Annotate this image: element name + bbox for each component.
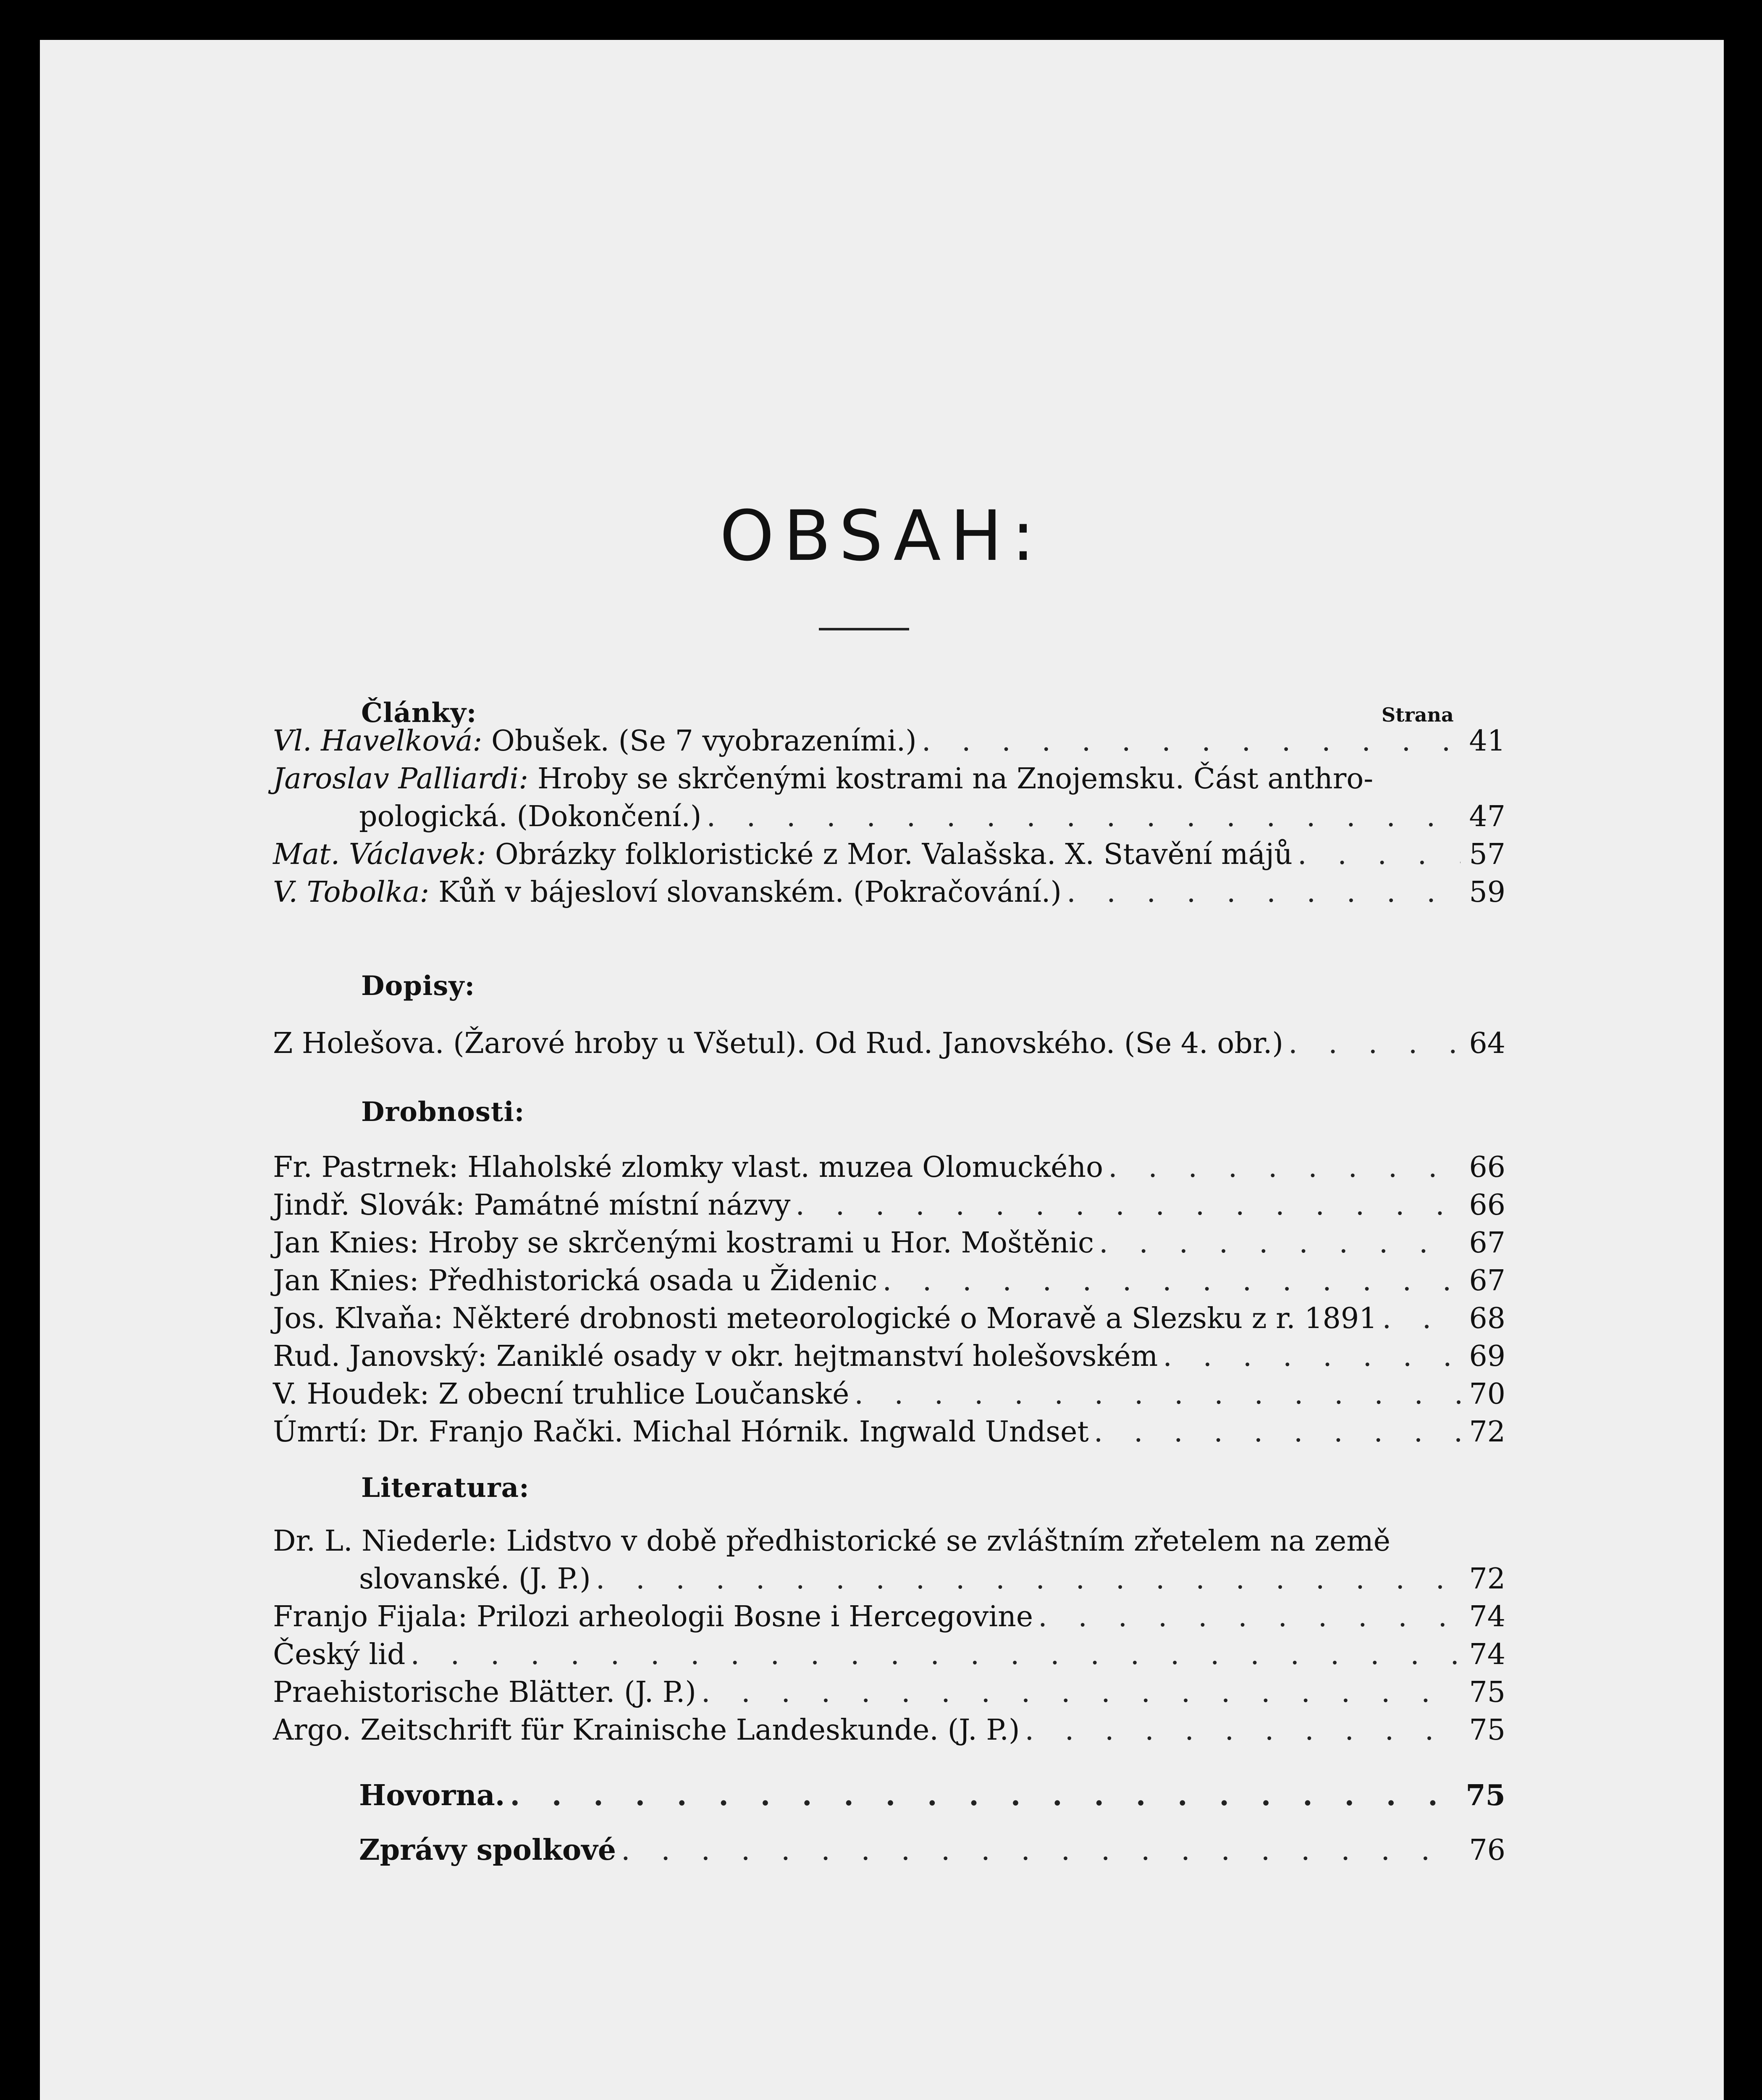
toc-entry — [273, 1186, 1505, 1224]
entry-title: Hroby se skrčenými kostrami na Znojemsku. Část anthro- — [537, 762, 1374, 795]
entry-author: Mat. Václavek: — [273, 838, 486, 871]
entry-title: Dr. L. Niederle: Lidstvo v době předhistorické se zvláštním zřetelem na země — [273, 1525, 1390, 1558]
entry-title: Jos. Klvaňa: Některé drobnosti meteorologické o Moravě a Slezsku z r. 1891 — [273, 1302, 1377, 1335]
entry-page: 66 — [1469, 1189, 1505, 1222]
toc-entry — [273, 874, 1505, 911]
entry-page: 64 — [1469, 1027, 1505, 1060]
entry-page: 67 — [1469, 1226, 1505, 1260]
entry-page: 70 — [1469, 1378, 1505, 1411]
entry-title: Jindř. Slovák: Památné místní názvy — [273, 1189, 791, 1222]
page — [40, 40, 1724, 2100]
entry-title: Obrázky folkloristické z Mor. Valašska. X. Stavění májů — [495, 838, 1293, 871]
entry-title: Obušek. (Se 7 vyobrazeními.) — [491, 724, 917, 758]
entry-title-cont: slovanské. (J. P.) — [359, 1562, 591, 1596]
entry-page: 76 — [1469, 1834, 1505, 1867]
section-drobnosti: Drobnosti: — [361, 1096, 525, 1128]
entry-title: Praehistorische Blätter. (J. P.) — [273, 1676, 696, 1709]
toc-entry — [273, 1025, 1505, 1063]
toc-entry — [273, 836, 1505, 874]
entry-author: V. Tobolka: — [273, 876, 430, 909]
page-title: OBSAH: — [719, 496, 1044, 576]
entry-title: Fr. Pastrnek: Hlaholské zlomky vlast. muzea Olomuckého — [273, 1151, 1104, 1184]
entry-page: 47 — [1469, 800, 1505, 833]
entry-author: Jaroslav Palliardi: — [273, 762, 529, 795]
toc-entry-zpravy — [359, 1831, 1505, 1869]
entry-page: 74 — [1469, 1600, 1505, 1633]
entry-title: Český lid — [273, 1638, 406, 1671]
section-clanky: Články: — [361, 697, 477, 729]
title-rule — [819, 628, 909, 630]
toc-entry-line — [273, 760, 1505, 798]
entry-title: Argo. Zeitschrift für Krainische Landeskunde. (J. P.) — [273, 1714, 1020, 1747]
entry-title: Rud. Janovský: Zaniklé osady v okr. hejtmanství holešovském — [273, 1340, 1158, 1373]
entry-page: 68 — [1469, 1302, 1505, 1335]
toc-entry — [273, 1376, 1505, 1413]
entry-page: 74 — [1469, 1638, 1505, 1671]
toc-entry — [273, 1149, 1505, 1186]
section-literatura: Literatura: — [361, 1472, 530, 1504]
entry-title: V. Houdek: Z obecní truhlice Loučanské — [273, 1378, 850, 1411]
toc-entry — [273, 1674, 1505, 1712]
toc-entry — [359, 1560, 1505, 1598]
entry-page: 59 — [1469, 876, 1505, 909]
toc-entry-line — [273, 1522, 1505, 1560]
toc-entry — [273, 722, 1505, 760]
entry-page: 69 — [1469, 1340, 1505, 1373]
toc-entry — [273, 1413, 1505, 1451]
entry-page: 75 — [1469, 1714, 1505, 1747]
entry-title: Jan Knies: Předhistorická osada u Židenic — [273, 1264, 878, 1297]
entry-title-cont: pologická. (Dokončení.) — [359, 800, 702, 833]
section-dopisy: Dopisy: — [361, 970, 475, 1002]
strana-label: Strana — [1382, 704, 1454, 726]
toc-entry — [273, 1636, 1505, 1674]
entry-page: 72 — [1469, 1415, 1505, 1449]
toc-entry — [273, 1300, 1505, 1338]
toc-entry — [273, 1598, 1505, 1636]
toc-entry — [273, 1712, 1505, 1749]
entry-title: Hovorna. — [359, 1779, 505, 1812]
toc-entry — [359, 798, 1505, 836]
entry-page: 72 — [1469, 1562, 1505, 1596]
entry-page: 75 — [1466, 1779, 1505, 1812]
toc-entry — [273, 1338, 1505, 1376]
entry-title: Z Holešova. (Žarové hroby u Všetul). Od Rud. Janovského. (Se 4. obr.) — [273, 1027, 1284, 1060]
entry-page: 66 — [1469, 1151, 1505, 1184]
toc-entry — [273, 1262, 1505, 1300]
entry-page: 57 — [1469, 838, 1505, 871]
entry-page: 75 — [1469, 1676, 1505, 1709]
entry-title: Zprávy spolkové — [359, 1833, 616, 1867]
toc-entry — [273, 1224, 1505, 1262]
entry-title: Franjo Fijala: Prilozi arheologii Bosne i Hercegovine — [273, 1600, 1033, 1633]
toc-entry-hovorna — [359, 1777, 1505, 1814]
entry-page: 67 — [1469, 1264, 1505, 1297]
entry-page: 41 — [1469, 724, 1505, 758]
entry-title: Úmrtí: Dr. Franjo Rački. Michal Hórnik. Ingwald Undset — [273, 1415, 1089, 1449]
entry-author: Vl. Havelková: — [273, 724, 482, 758]
entry-title: Kůň v bájesloví slovanském. (Pokračování.) — [438, 876, 1062, 909]
entry-title: Jan Knies: Hroby se skrčenými kostrami u Hor. Moštěnic — [273, 1226, 1094, 1260]
